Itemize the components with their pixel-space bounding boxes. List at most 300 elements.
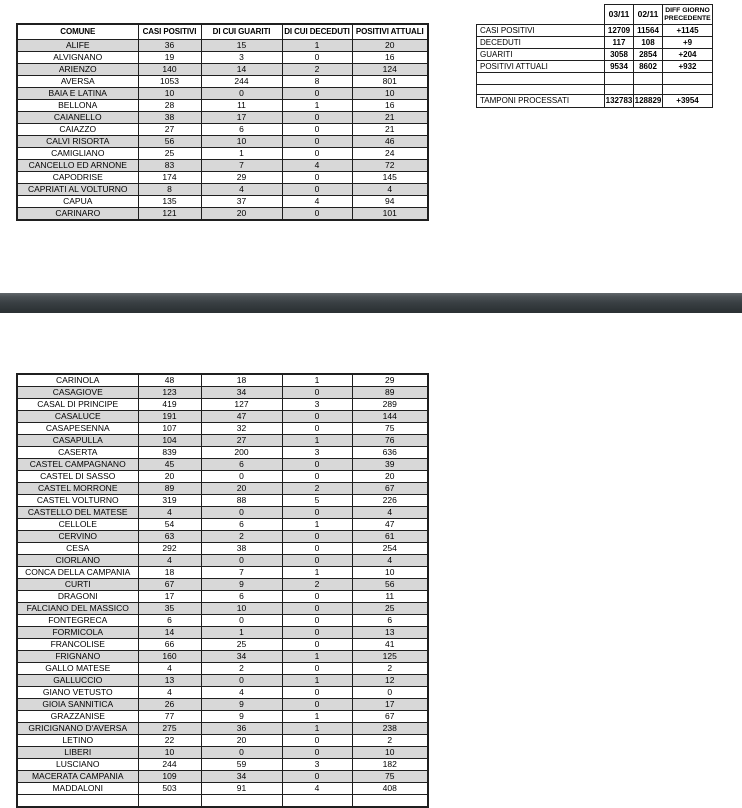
value-cell: 4	[138, 507, 201, 519]
table-row	[17, 447, 428, 459]
table-row	[17, 747, 428, 759]
table-row	[17, 615, 428, 627]
summary-value-cell: 11564	[634, 25, 663, 37]
value-cell: 289	[352, 399, 428, 411]
summary-col-header-0211: 02/11	[634, 5, 663, 25]
value-cell: 1	[282, 651, 352, 663]
comune-cell: CASAPESENNA	[17, 423, 138, 435]
table-row	[17, 627, 428, 639]
value-cell: 11	[352, 591, 428, 603]
table-row	[17, 136, 428, 148]
value-cell: 66	[138, 639, 201, 651]
value-cell: 9	[201, 699, 282, 711]
value-cell: 0	[282, 699, 352, 711]
value-cell: 10	[201, 603, 282, 615]
summary-label-cell: GUARITI	[477, 49, 605, 61]
value-cell: 0	[201, 88, 282, 100]
value-cell: 28	[138, 100, 201, 112]
comune-cell: FALCIANO DEL MASSICO	[17, 603, 138, 615]
comune-table-page1	[16, 23, 429, 221]
value-cell: 839	[138, 447, 201, 459]
value-cell: 1	[282, 711, 352, 723]
value-cell: 67	[138, 579, 201, 591]
summary-row	[477, 95, 713, 108]
summary-label-cell	[477, 73, 605, 85]
value-cell: 37	[201, 196, 282, 208]
comune-cell: GALLUCCIO	[17, 675, 138, 687]
value-cell: 174	[138, 172, 201, 184]
value-cell: 25	[201, 639, 282, 651]
comune-cell: FRIGNANO	[17, 651, 138, 663]
value-cell: 0	[282, 639, 352, 651]
comune-cell: LETINO	[17, 735, 138, 747]
value-cell: 91	[201, 783, 282, 795]
comune-cell: FRANCOLISE	[17, 639, 138, 651]
value-cell: 25	[138, 148, 201, 160]
value-cell: 121	[138, 208, 201, 221]
value-cell: 292	[138, 543, 201, 555]
value-cell: 59	[201, 759, 282, 771]
value-cell: 1	[201, 148, 282, 160]
table-row	[17, 663, 428, 675]
value-cell: 0	[282, 627, 352, 639]
table-row	[17, 699, 428, 711]
value-cell: 13	[138, 675, 201, 687]
comune-cell: CALVI RISORTA	[17, 136, 138, 148]
value-cell: 2	[201, 531, 282, 543]
value-cell: 75	[352, 771, 428, 783]
value-cell: 4	[201, 687, 282, 699]
comune-cell: CASALUCE	[17, 411, 138, 423]
value-cell: 0	[282, 747, 352, 759]
empty-cell	[17, 795, 138, 808]
value-cell: 0	[282, 555, 352, 567]
value-cell: 0	[282, 423, 352, 435]
table-row	[17, 76, 428, 88]
table-row	[17, 172, 428, 184]
value-cell: 0	[282, 591, 352, 603]
value-cell: 16	[352, 52, 428, 64]
value-cell: 4	[138, 555, 201, 567]
comune-cell: LUSCIANO	[17, 759, 138, 771]
value-cell: 0	[282, 471, 352, 483]
comune-cell: CAPUA	[17, 196, 138, 208]
value-cell: 0	[282, 184, 352, 196]
comune-cell: ALIFE	[17, 40, 138, 52]
table-row	[17, 495, 428, 507]
col-header-casi-positivi: CASI POSITIVI	[138, 24, 201, 40]
comune-cell: CAMIGLIANO	[17, 148, 138, 160]
value-cell: 0	[201, 675, 282, 687]
value-cell: 34	[201, 387, 282, 399]
summary-row	[477, 49, 713, 61]
table-row	[17, 519, 428, 531]
value-cell: 145	[352, 172, 428, 184]
value-cell: 0	[282, 735, 352, 747]
summary-header-blank-cell	[477, 5, 605, 25]
value-cell: 20	[138, 471, 201, 483]
summary-value-cell: +3954	[663, 95, 713, 108]
value-cell: 10	[352, 747, 428, 759]
value-cell: 56	[352, 579, 428, 591]
empty-cell	[282, 795, 352, 808]
value-cell: 0	[282, 136, 352, 148]
value-cell: 160	[138, 651, 201, 663]
value-cell: 67	[352, 483, 428, 495]
comune-cell: AVERSA	[17, 76, 138, 88]
value-cell: 3	[282, 759, 352, 771]
comune-cell: GRAZZANISE	[17, 711, 138, 723]
value-cell: 244	[138, 759, 201, 771]
summary-value-cell: 12709	[605, 25, 634, 37]
value-cell: 191	[138, 411, 201, 423]
summary-label-cell: TAMPONI PROCESSATI	[477, 95, 605, 108]
value-cell: 13	[352, 627, 428, 639]
value-cell: 5	[282, 495, 352, 507]
table-row	[17, 100, 428, 112]
comune-cell: CIORLANO	[17, 555, 138, 567]
summary-value-cell	[634, 73, 663, 85]
value-cell: 14	[201, 64, 282, 76]
comune-cell: CASTEL MORRONE	[17, 483, 138, 495]
comune-cell: MACERATA CAMPANIA	[17, 771, 138, 783]
comune-cell: CANCELLO ED ARNONE	[17, 160, 138, 172]
summary-value-cell: 108	[634, 37, 663, 49]
value-cell: 46	[352, 136, 428, 148]
value-cell: 47	[352, 519, 428, 531]
comune-cell: FORMICOLA	[17, 627, 138, 639]
value-cell: 7	[201, 567, 282, 579]
value-cell: 6	[352, 615, 428, 627]
table-row	[17, 531, 428, 543]
summary-label-cell: DECEDUTI	[477, 37, 605, 49]
table-row	[17, 507, 428, 519]
value-cell: 17	[201, 112, 282, 124]
value-cell: 0	[282, 88, 352, 100]
value-cell: 4	[352, 507, 428, 519]
table-row	[17, 639, 428, 651]
value-cell: 88	[201, 495, 282, 507]
summary-value-cell: 128829	[634, 95, 663, 108]
value-cell: 801	[352, 76, 428, 88]
table-row	[17, 112, 428, 124]
value-cell: 0	[282, 411, 352, 423]
table-row	[17, 196, 428, 208]
summary-value-cell: +204	[663, 49, 713, 61]
value-cell: 34	[201, 771, 282, 783]
value-cell: 39	[352, 459, 428, 471]
summary-value-cell: +1145	[663, 25, 713, 37]
summary-value-cell	[634, 85, 663, 95]
value-cell: 0	[201, 747, 282, 759]
comune-cell: CASERTA	[17, 447, 138, 459]
comune-cell: BAIA E LATINA	[17, 88, 138, 100]
value-cell: 104	[138, 435, 201, 447]
table-row	[17, 387, 428, 399]
value-cell: 0	[282, 771, 352, 783]
value-cell: 10	[201, 136, 282, 148]
value-cell: 1053	[138, 76, 201, 88]
value-cell: 3	[282, 399, 352, 411]
value-cell: 63	[138, 531, 201, 543]
value-cell: 61	[352, 531, 428, 543]
value-cell: 0	[282, 687, 352, 699]
value-cell: 45	[138, 459, 201, 471]
value-cell: 32	[201, 423, 282, 435]
summary-label-cell: POSITIVI ATTUALI	[477, 61, 605, 73]
comune-cell: CERVINO	[17, 531, 138, 543]
value-cell: 41	[352, 639, 428, 651]
summary-value-cell: +932	[663, 61, 713, 73]
col-header-di-cui-deceduti: DI CUI DECEDUTI	[282, 24, 352, 40]
table-row	[17, 148, 428, 160]
value-cell: 503	[138, 783, 201, 795]
value-cell: 14	[138, 627, 201, 639]
value-cell: 47	[201, 411, 282, 423]
value-cell: 127	[201, 399, 282, 411]
value-cell: 140	[138, 64, 201, 76]
table-row-clipped	[17, 795, 428, 808]
value-cell: 0	[282, 112, 352, 124]
table-row	[17, 723, 428, 735]
comune-cell: GIANO VETUSTO	[17, 687, 138, 699]
value-cell: 636	[352, 447, 428, 459]
table-row	[17, 483, 428, 495]
empty-cell	[138, 795, 201, 808]
table-row	[17, 771, 428, 783]
table-row	[17, 459, 428, 471]
value-cell: 29	[352, 374, 428, 387]
table-row	[17, 40, 428, 52]
summary-value-cell: 2854	[634, 49, 663, 61]
value-cell: 0	[201, 555, 282, 567]
comune-cell: CASTELLO DEL MATESE	[17, 507, 138, 519]
value-cell: 1	[282, 519, 352, 531]
value-cell: 6	[138, 615, 201, 627]
value-cell: 12	[352, 675, 428, 687]
table-row	[17, 52, 428, 64]
value-cell: 4	[352, 555, 428, 567]
comune-cell: LIBERI	[17, 747, 138, 759]
table-row	[17, 783, 428, 795]
table-row	[17, 435, 428, 447]
value-cell: 408	[352, 783, 428, 795]
summary-row	[477, 25, 713, 37]
table-row	[17, 411, 428, 423]
empty-cell	[352, 795, 428, 808]
summary-row	[477, 61, 713, 73]
comune-cell: GIOIA SANNITICA	[17, 699, 138, 711]
comune-cell: CESA	[17, 543, 138, 555]
comune-cell: CELLOLE	[17, 519, 138, 531]
value-cell: 20	[352, 471, 428, 483]
comune-cell: CURTI	[17, 579, 138, 591]
table-row	[17, 603, 428, 615]
value-cell: 3	[282, 447, 352, 459]
table-row	[17, 184, 428, 196]
table-row	[17, 160, 428, 172]
value-cell: 6	[201, 591, 282, 603]
value-cell: 0	[282, 387, 352, 399]
col-header-di-cui-guariti: DI CUI GUARITI	[201, 24, 282, 40]
value-cell: 18	[138, 567, 201, 579]
comune-cell: MADDALONI	[17, 783, 138, 795]
table-row	[17, 579, 428, 591]
value-cell: 1	[282, 567, 352, 579]
table-row	[17, 64, 428, 76]
value-cell: 135	[138, 196, 201, 208]
table-row	[17, 651, 428, 663]
value-cell: 19	[138, 52, 201, 64]
value-cell: 25	[352, 603, 428, 615]
table-row	[17, 567, 428, 579]
value-cell: 56	[138, 136, 201, 148]
value-cell: 9	[201, 711, 282, 723]
value-cell: 0	[282, 615, 352, 627]
col-header-comune: COMUNE	[17, 24, 138, 40]
value-cell: 1	[282, 435, 352, 447]
table-row	[17, 399, 428, 411]
table-row	[17, 711, 428, 723]
value-cell: 67	[352, 711, 428, 723]
value-cell: 144	[352, 411, 428, 423]
value-cell: 2	[201, 663, 282, 675]
value-cell: 8	[282, 76, 352, 88]
value-cell: 226	[352, 495, 428, 507]
page-separator-bar	[0, 293, 742, 313]
table-row	[17, 759, 428, 771]
value-cell: 1	[282, 100, 352, 112]
value-cell: 89	[138, 483, 201, 495]
value-cell: 77	[138, 711, 201, 723]
summary-value-cell: 9534	[605, 61, 634, 73]
value-cell: 16	[352, 100, 428, 112]
summary-label-cell	[477, 85, 605, 95]
value-cell: 0	[282, 52, 352, 64]
summary-value-cell: 132783	[605, 95, 634, 108]
summary-value-cell: 8602	[634, 61, 663, 73]
comune-cell: FONTEGRECA	[17, 615, 138, 627]
value-cell: 419	[138, 399, 201, 411]
value-cell: 6	[201, 124, 282, 136]
table-row	[17, 374, 428, 387]
value-cell: 36	[201, 723, 282, 735]
value-cell: 17	[352, 699, 428, 711]
value-cell: 2	[282, 579, 352, 591]
value-cell: 109	[138, 771, 201, 783]
value-cell: 76	[352, 435, 428, 447]
table-row	[17, 88, 428, 100]
value-cell: 10	[352, 567, 428, 579]
value-cell: 3	[201, 52, 282, 64]
table-row	[17, 675, 428, 687]
value-cell: 107	[138, 423, 201, 435]
value-cell: 20	[201, 735, 282, 747]
comune-cell: CAPODRISE	[17, 172, 138, 184]
summary-col-header-0311: 03/11	[605, 5, 634, 25]
value-cell: 1	[282, 723, 352, 735]
value-cell: 0	[282, 507, 352, 519]
value-cell: 2	[352, 735, 428, 747]
table-row	[17, 687, 428, 699]
value-cell: 0	[282, 208, 352, 221]
value-cell: 75	[352, 423, 428, 435]
table-row	[17, 543, 428, 555]
comune-cell: CASAL DI PRINCIPE	[17, 399, 138, 411]
summary-value-cell: +9	[663, 37, 713, 49]
value-cell: 7	[201, 160, 282, 172]
value-cell: 83	[138, 160, 201, 172]
value-cell: 275	[138, 723, 201, 735]
value-cell: 21	[352, 112, 428, 124]
summary-row	[477, 37, 713, 49]
summary-value-cell	[663, 85, 713, 95]
value-cell: 0	[352, 687, 428, 699]
value-cell: 4	[352, 184, 428, 196]
value-cell: 0	[201, 471, 282, 483]
value-cell: 0	[201, 507, 282, 519]
value-cell: 0	[282, 148, 352, 160]
comune-cell: CAIANELLO	[17, 112, 138, 124]
value-cell: 0	[282, 663, 352, 675]
value-cell: 35	[138, 603, 201, 615]
value-cell: 6	[201, 459, 282, 471]
summary-value-cell: 117	[605, 37, 634, 49]
value-cell: 2	[282, 483, 352, 495]
value-cell: 22	[138, 735, 201, 747]
comune-cell: CAIAZZO	[17, 124, 138, 136]
comune-cell: GRICIGNANO D'AVERSA	[17, 723, 138, 735]
value-cell: 89	[352, 387, 428, 399]
summary-header-row	[477, 5, 713, 25]
comune-cell: CARINOLA	[17, 374, 138, 387]
value-cell: 1	[201, 627, 282, 639]
value-cell: 20	[201, 208, 282, 221]
summary-spacer-row	[477, 85, 713, 95]
value-cell: 319	[138, 495, 201, 507]
value-cell: 10	[138, 747, 201, 759]
value-cell: 101	[352, 208, 428, 221]
table-row	[17, 471, 428, 483]
value-cell: 4	[282, 783, 352, 795]
comune-cell: BELLONA	[17, 100, 138, 112]
value-cell: 238	[352, 723, 428, 735]
value-cell: 1	[282, 40, 352, 52]
comune-cell: CASTEL VOLTURNO	[17, 495, 138, 507]
table-row	[17, 208, 428, 221]
value-cell: 4	[282, 160, 352, 172]
value-cell: 8	[138, 184, 201, 196]
value-cell: 254	[352, 543, 428, 555]
comune-cell: CAPRIATI AL VOLTURNO	[17, 184, 138, 196]
value-cell: 0	[282, 172, 352, 184]
value-cell: 29	[201, 172, 282, 184]
value-cell: 10	[352, 88, 428, 100]
value-cell: 182	[352, 759, 428, 771]
value-cell: 34	[201, 651, 282, 663]
value-cell: 1	[282, 374, 352, 387]
summary-value-cell	[605, 73, 634, 85]
table-row	[17, 591, 428, 603]
summary-label-cell: CASI POSITIVI	[477, 25, 605, 37]
comune-cell: CASTEL CAMPAGNANO	[17, 459, 138, 471]
value-cell: 4	[201, 184, 282, 196]
value-cell: 0	[282, 531, 352, 543]
value-cell: 48	[138, 374, 201, 387]
value-cell: 10	[138, 88, 201, 100]
value-cell: 0	[201, 615, 282, 627]
table-row	[17, 124, 428, 136]
